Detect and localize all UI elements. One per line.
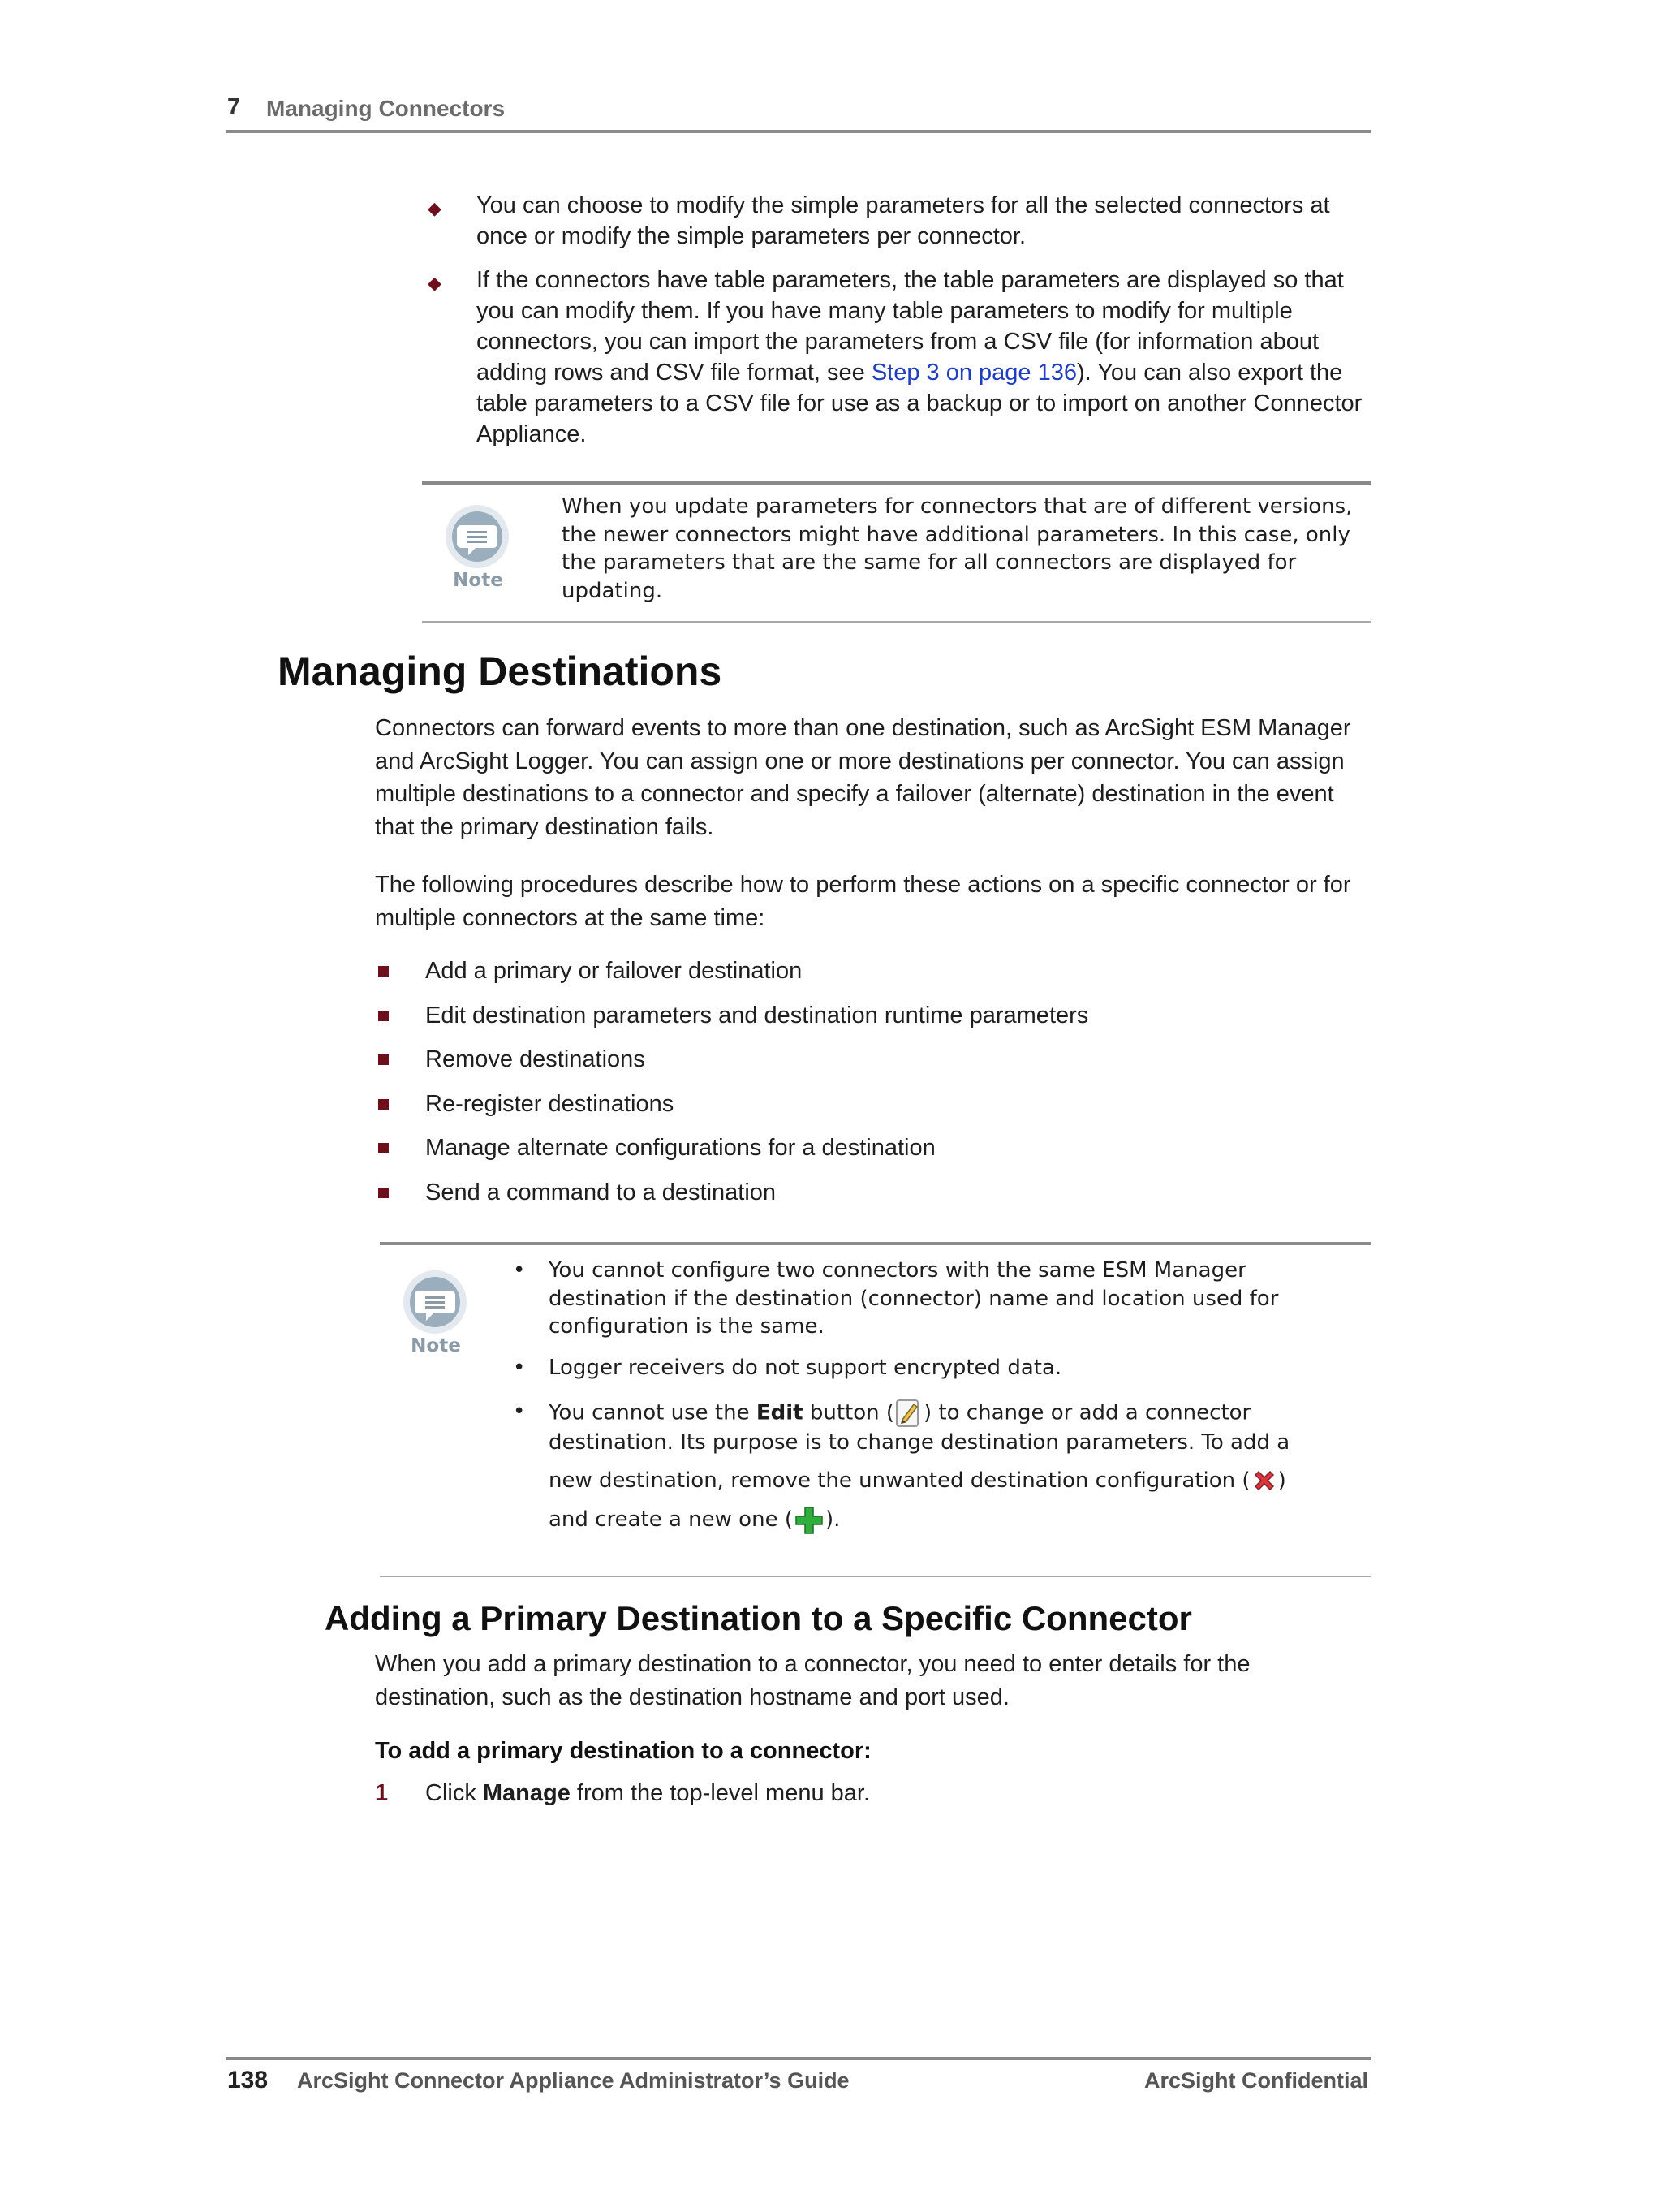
diamond-bullet-icon: ◆ <box>428 273 441 293</box>
actions-list <box>375 955 1373 1221</box>
list-item: Edit destination parameters and destination runtime parameters <box>375 1000 1373 1045</box>
guide-title: ArcSight Connector Appliance Administrator’s Guide <box>297 2068 850 2093</box>
note-bullet: • You cannot configure two connectors with the same ESM Manager destination if the destination (connector) name and location used for configuration is the same. <box>513 1258 1279 1339</box>
square-bullet-icon <box>378 1011 389 1021</box>
chapter-title: Managing Connectors <box>266 96 506 121</box>
square-bullet-icon <box>378 966 389 977</box>
list-item: Re-register destinations <box>375 1089 1373 1133</box>
page-header <box>226 89 1371 133</box>
section-heading: Managing Destinations <box>278 649 722 694</box>
section-paragraph: Connectors can forward events to more than one destination, such as ArcSight ESM Manager and ArcSight Logger. You can assign one or more destinations per connector. You can assign multiple destinations to a connector and specify a failover (alternate) destination in the event that the primary destination fails. <box>375 715 1351 840</box>
intro-bullet-list <box>426 190 1376 463</box>
list-item: Add a primary or failover destination <box>375 955 1373 1000</box>
section-paragraph: The following procedures describe how to perform these actions on a specific connector or for multiple connectors at the same time: <box>375 872 1351 931</box>
remove-icon <box>1251 1467 1278 1494</box>
note-bullet: • Logger receivers do not support encrypted data. <box>513 1355 1062 1380</box>
chapter-number: 7 <box>227 94 241 120</box>
list-item: ◆ If the connectors have table parameters, the table parameters are displayed so that you can modify them. If you have many table parameters to modify for multiple connectors, you can import the parameters from a CSV file (for information about adding rows and CSV file format, see Step 3 on page 136). You can also export the table parameters to a CSV file for use as a backup or to import on another Connector Appliance. <box>428 267 1363 447</box>
list-item: Send a command to a destination <box>375 1177 1373 1222</box>
page-footer <box>226 2057 1371 2101</box>
step-number: 1 <box>375 1780 389 1806</box>
note-bullet: • You cannot use the Edit button ( ) to change or add a connector destination. Its purpose is to change destination parameters. To add a new destination, remove the unwanted destination configuration ( ) and create a new one ( ). <box>510 1398 1362 1537</box>
add-icon <box>793 1504 825 1537</box>
confidential-label: ArcSight Confidential <box>1144 2068 1368 2093</box>
note-text: When you update parameters for connectors that are of different versions, the newer connectors might have additional parameters. In this case, only the parameters that are the same for all connectors are displayed for updating. <box>562 494 1353 603</box>
note-icon <box>401 1270 474 1357</box>
page-number: 138 <box>227 2067 269 2093</box>
subsection-paragraph: When you add a primary destination to a connector, you need to enter details for the destination, such as the destination hostname and port used. <box>375 1651 1251 1710</box>
edit-icon <box>894 1398 924 1429</box>
procedure-step: 1 Click Manage from the top-level menu bar. <box>375 1778 1371 1809</box>
square-bullet-icon <box>378 1054 389 1065</box>
list-item: Remove destinations <box>375 1044 1373 1089</box>
note-box <box>380 1242 1371 1577</box>
square-bullet-icon <box>378 1143 389 1153</box>
step-3-link[interactable]: Step 3 on page 136 <box>871 360 1077 386</box>
list-item: ◆ You can choose to modify the simple parameters for all the selected connectors at once or modify the simple parameters per connector. <box>428 192 1330 249</box>
note-label: Note <box>411 1335 461 1356</box>
note-box <box>422 481 1371 623</box>
note-icon <box>443 504 516 592</box>
procedure-title: To add a primary destination to a connector: <box>375 1738 872 1764</box>
square-bullet-icon <box>378 1188 389 1198</box>
list-item: Manage alternate configurations for a destination <box>375 1132 1373 1177</box>
diamond-bullet-icon: ◆ <box>428 198 441 218</box>
subsection-heading: Adding a Primary Destination to a Specific Connector <box>325 1599 1192 1637</box>
note-bullets <box>510 1257 1362 1537</box>
note-label: Note <box>453 570 503 591</box>
square-bullet-icon <box>378 1099 389 1110</box>
